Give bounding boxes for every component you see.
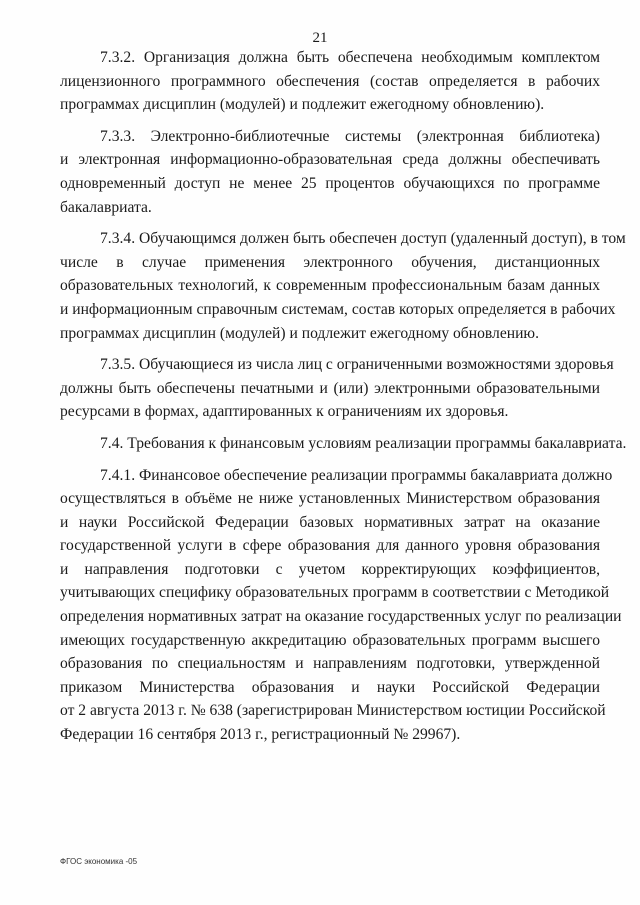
paragraph-7-4 [60, 432, 627, 456]
paragraph-7-3-4 [60, 227, 626, 345]
text-line: образования по специальностям и направлениям подготовки, утвержденной [60, 655, 600, 673]
footer-note: ФГОС экономика -05 [60, 857, 138, 866]
text-line: программах дисциплин (модулей) и подлежит ежегодному обновлению. [60, 324, 539, 342]
text-line: осуществляться в объёме не ниже установленных Министерством образования [60, 490, 600, 508]
paragraph-7-3-5 [60, 353, 614, 424]
text-line: 7.3.4. Обучающимся должен быть обеспечен доступ (удаленный доступ), в том [100, 230, 626, 248]
text-line: одновременный доступ не менее 25 процентов обучающихся по программе [60, 174, 600, 192]
text-line: образовательных технологий, к современным профессиональным базам данных [60, 277, 600, 295]
text-line: 7.4.1. Финансовое обеспечение реализации программы бакалавриата должно [100, 466, 613, 484]
page-number: 21 [312, 30, 328, 46]
text-line: определения нормативных затрат на оказание государственных услуг по реализации [60, 608, 622, 626]
text-line: 7.3.2. Организация должна быть обеспечена необходимым комплектом [100, 49, 600, 66]
text-line: ресурсами в формах, адаптированных к ограничениям их здоровья. [60, 403, 509, 421]
text-line: лицензионного программного обеспечения (состав определяется в рабочих [60, 72, 600, 90]
text-line: и науки Российской Федерации базовых нормативных затрат на оказание [60, 513, 600, 531]
text-line: 7.3.5. Обучающиеся из числа лиц с ограниченными возможностями здоровья [100, 356, 614, 374]
paragraph-7-4-1 [60, 464, 622, 747]
text-line: имеющих государственную аккредитацию образовательных программ высшего [60, 631, 600, 649]
text-line: бакалавриата. [60, 198, 152, 216]
text-line: 7.3.3. Электронно-библиотечные системы (электронная библиотека) [100, 127, 600, 145]
paragraph-7-3-3 [60, 125, 600, 219]
text-line: должны быть обеспечены печатными и (или) электронными образовательными [60, 379, 600, 397]
text-line: приказом Министерства образования и науки Российской Федерации [60, 678, 600, 696]
text-line: и электронная информационно-образовательная среда должны обеспечивать [60, 151, 600, 169]
text-line: учитывающих специфику образовательных программ в соответствии с Методикой [60, 584, 610, 602]
text-line: числе в случае применения электронного обучения, дистанционных [60, 253, 600, 271]
text-line: государственной услуги в сфере образования для данного уровня образования [60, 537, 600, 555]
text-line: Федерации 16 сентября 2013 г., регистрационный № 29967). [60, 726, 461, 744]
text-line: программах дисциплин (модулей) и подлежит ежегодному обновлению). [60, 96, 545, 114]
text-line: от 2 августа 2013 г. № 638 (зарегистрирован Министерством юстиции Российской [60, 702, 606, 720]
text-line: 7.4. Требования к финансовым условиям реализации программы бакалавриата. [100, 434, 627, 452]
text-line: и направления подготовки с учетом корректирующих коэффициентов, [60, 560, 600, 578]
paragraph-7-3-2 [60, 46, 600, 117]
document-body [60, 46, 627, 747]
text-line: и информационным справочным системам, состав которых определяется в рабочих [60, 300, 616, 318]
